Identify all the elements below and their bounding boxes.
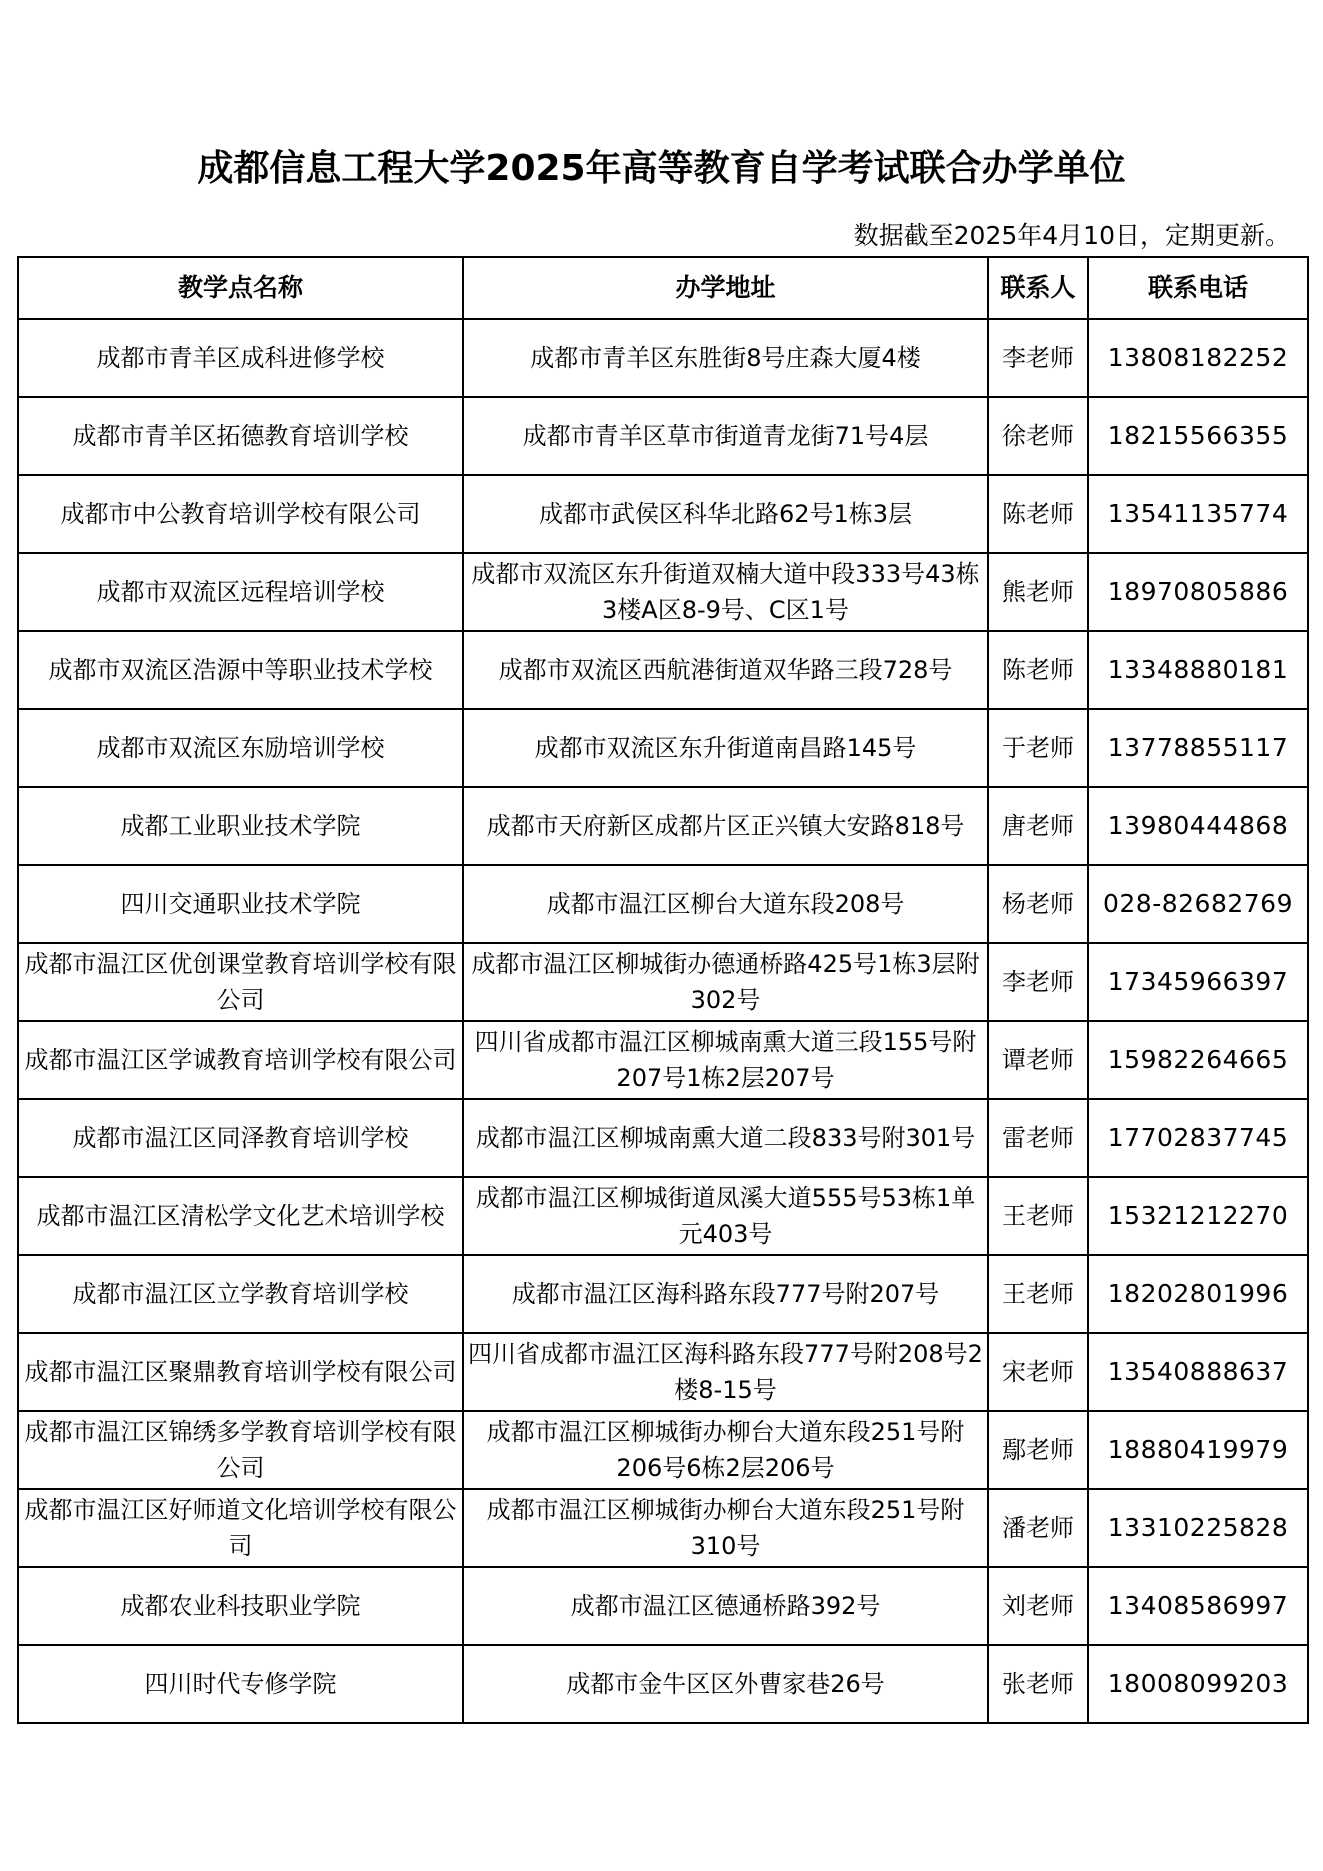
phone-cell: 18008099203 [1088, 1645, 1308, 1723]
phone-cell: 18880419979 [1088, 1411, 1308, 1489]
school-name-cell: 成都市温江区清松学文化艺术培训学校 [18, 1177, 463, 1255]
school-name-cell: 成都市温江区立学教育培训学校 [18, 1255, 463, 1333]
address-cell: 成都市温江区柳城街道凤溪大道555号53栋1单元403号 [463, 1177, 988, 1255]
table-row [18, 475, 1308, 553]
school-name-cell: 成都市中公教育培训学校有限公司 [18, 475, 463, 553]
phone-cell: 18202801996 [1088, 1255, 1308, 1333]
address-cell: 成都市温江区柳城街办德通桥路425号1栋3层附302号 [463, 943, 988, 1021]
contact-cell: 谭老师 [988, 1021, 1088, 1099]
table-row [18, 787, 1308, 865]
table-row [18, 1099, 1308, 1177]
address-cell: 成都市温江区柳城街办柳台大道东段251号附310号 [463, 1489, 988, 1567]
address-cell: 成都市青羊区东胜街8号庄森大厦4楼 [463, 319, 988, 397]
table-row [18, 397, 1308, 475]
contact-cell: 唐老师 [988, 787, 1088, 865]
contact-cell: 于老师 [988, 709, 1088, 787]
phone-cell: 17702837745 [1088, 1099, 1308, 1177]
phone-cell: 18215566355 [1088, 397, 1308, 475]
contact-cell: 张老师 [988, 1645, 1088, 1723]
table-row [18, 1255, 1308, 1333]
school-name-cell: 四川交通职业技术学院 [18, 865, 463, 943]
address-cell: 成都市金牛区区外曹家巷26号 [463, 1645, 988, 1723]
phone-cell: 15321212270 [1088, 1177, 1308, 1255]
phone-cell: 13541135774 [1088, 475, 1308, 553]
school-name-cell: 成都市温江区聚鼎教育培训学校有限公司 [18, 1333, 463, 1411]
table-row [18, 1021, 1308, 1099]
table-row [18, 865, 1308, 943]
school-name-cell: 成都市双流区东励培训学校 [18, 709, 463, 787]
address-cell: 成都市天府新区成都片区正兴镇大安路818号 [463, 787, 988, 865]
table-row [18, 1645, 1308, 1723]
phone-cell: 18970805886 [1088, 553, 1308, 631]
address-cell: 成都市温江区海科路东段777号附207号 [463, 1255, 988, 1333]
table-row [18, 709, 1308, 787]
contact-cell: 刘老师 [988, 1567, 1088, 1645]
school-name-cell: 成都市温江区同泽教育培训学校 [18, 1099, 463, 1177]
contact-cell: 杨老师 [988, 865, 1088, 943]
table-row [18, 943, 1308, 1021]
table-header-row [18, 257, 1308, 319]
table-row [18, 319, 1308, 397]
school-name-cell: 成都市青羊区拓德教育培训学校 [18, 397, 463, 475]
address-cell: 成都市青羊区草市街道青龙街71号4层 [463, 397, 988, 475]
school-name-cell: 成都工业职业技术学院 [18, 787, 463, 865]
school-name-cell: 成都市温江区锦绣多学教育培训学校有限公司 [18, 1411, 463, 1489]
phone-cell: 028-82682769 [1088, 865, 1308, 943]
address-cell: 成都市温江区柳城街办柳台大道东段251号附206号6栋2层206号 [463, 1411, 988, 1489]
table-row [18, 1411, 1308, 1489]
phone-cell: 13310225828 [1088, 1489, 1308, 1567]
address-cell: 成都市温江区柳城南熏大道二段833号附301号 [463, 1099, 988, 1177]
table-row [18, 1489, 1308, 1567]
contact-cell: 李老师 [988, 319, 1088, 397]
school-name-cell: 成都市双流区浩源中等职业技术学校 [18, 631, 463, 709]
address-cell: 成都市双流区东升街道南昌路145号 [463, 709, 988, 787]
school-name-cell: 四川时代专修学院 [18, 1645, 463, 1723]
school-name-cell: 成都市温江区好师道文化培训学校有限公司 [18, 1489, 463, 1567]
address-cell: 四川省成都市温江区柳城南熏大道三段155号附207号1栋2层207号 [463, 1021, 988, 1099]
contact-cell: 李老师 [988, 943, 1088, 1021]
header-address: 办学地址 [463, 257, 988, 319]
phone-cell: 13540888637 [1088, 1333, 1308, 1411]
header-name: 教学点名称 [18, 257, 463, 319]
contact-cell: 王老师 [988, 1255, 1088, 1333]
address-cell: 成都市温江区德通桥路392号 [463, 1567, 988, 1645]
school-name-cell: 成都农业科技职业学院 [18, 1567, 463, 1645]
contact-cell: 王老师 [988, 1177, 1088, 1255]
phone-cell: 13408586997 [1088, 1567, 1308, 1645]
phone-cell: 15982264665 [1088, 1021, 1308, 1099]
school-name-cell: 成都市青羊区成科进修学校 [18, 319, 463, 397]
contact-cell: 雷老师 [988, 1099, 1088, 1177]
phone-cell: 13778855117 [1088, 709, 1308, 787]
contact-cell: 宋老师 [988, 1333, 1088, 1411]
institutions-table [17, 256, 1309, 1724]
phone-cell: 13808182252 [1088, 319, 1308, 397]
phone-cell: 13980444868 [1088, 787, 1308, 865]
update-note: 数据截至2025年4月10日，定期更新。 [853, 221, 1290, 250]
school-name-cell: 成都市双流区远程培训学校 [18, 553, 463, 631]
table-row [18, 1567, 1308, 1645]
table-row [18, 1333, 1308, 1411]
address-cell: 成都市双流区西航港街道双华路三段728号 [463, 631, 988, 709]
contact-cell: 鄢老师 [988, 1411, 1088, 1489]
contact-cell: 潘老师 [988, 1489, 1088, 1567]
school-name-cell: 成都市温江区优创课堂教育培训学校有限公司 [18, 943, 463, 1021]
contact-cell: 陈老师 [988, 631, 1088, 709]
page-title: 成都信息工程大学2025年高等教育自学考试联合办学单位 [197, 148, 1126, 189]
school-name-cell: 成都市温江区学诚教育培训学校有限公司 [18, 1021, 463, 1099]
address-cell: 成都市温江区柳台大道东段208号 [463, 865, 988, 943]
table-body [18, 319, 1308, 1723]
contact-cell: 徐老师 [988, 397, 1088, 475]
table-row [18, 1177, 1308, 1255]
phone-cell: 13348880181 [1088, 631, 1308, 709]
phone-cell: 17345966397 [1088, 943, 1308, 1021]
address-cell: 成都市双流区东升街道双楠大道中段333号43栋3楼A区8-9号、C区1号 [463, 553, 988, 631]
header-contact: 联系人 [988, 257, 1088, 319]
table-row [18, 553, 1308, 631]
contact-cell: 熊老师 [988, 553, 1088, 631]
contact-cell: 陈老师 [988, 475, 1088, 553]
table-row [18, 631, 1308, 709]
header-phone: 联系电话 [1088, 257, 1308, 319]
address-cell: 四川省成都市温江区海科路东段777号附208号2楼8-15号 [463, 1333, 988, 1411]
address-cell: 成都市武侯区科华北路62号1栋3层 [463, 475, 988, 553]
